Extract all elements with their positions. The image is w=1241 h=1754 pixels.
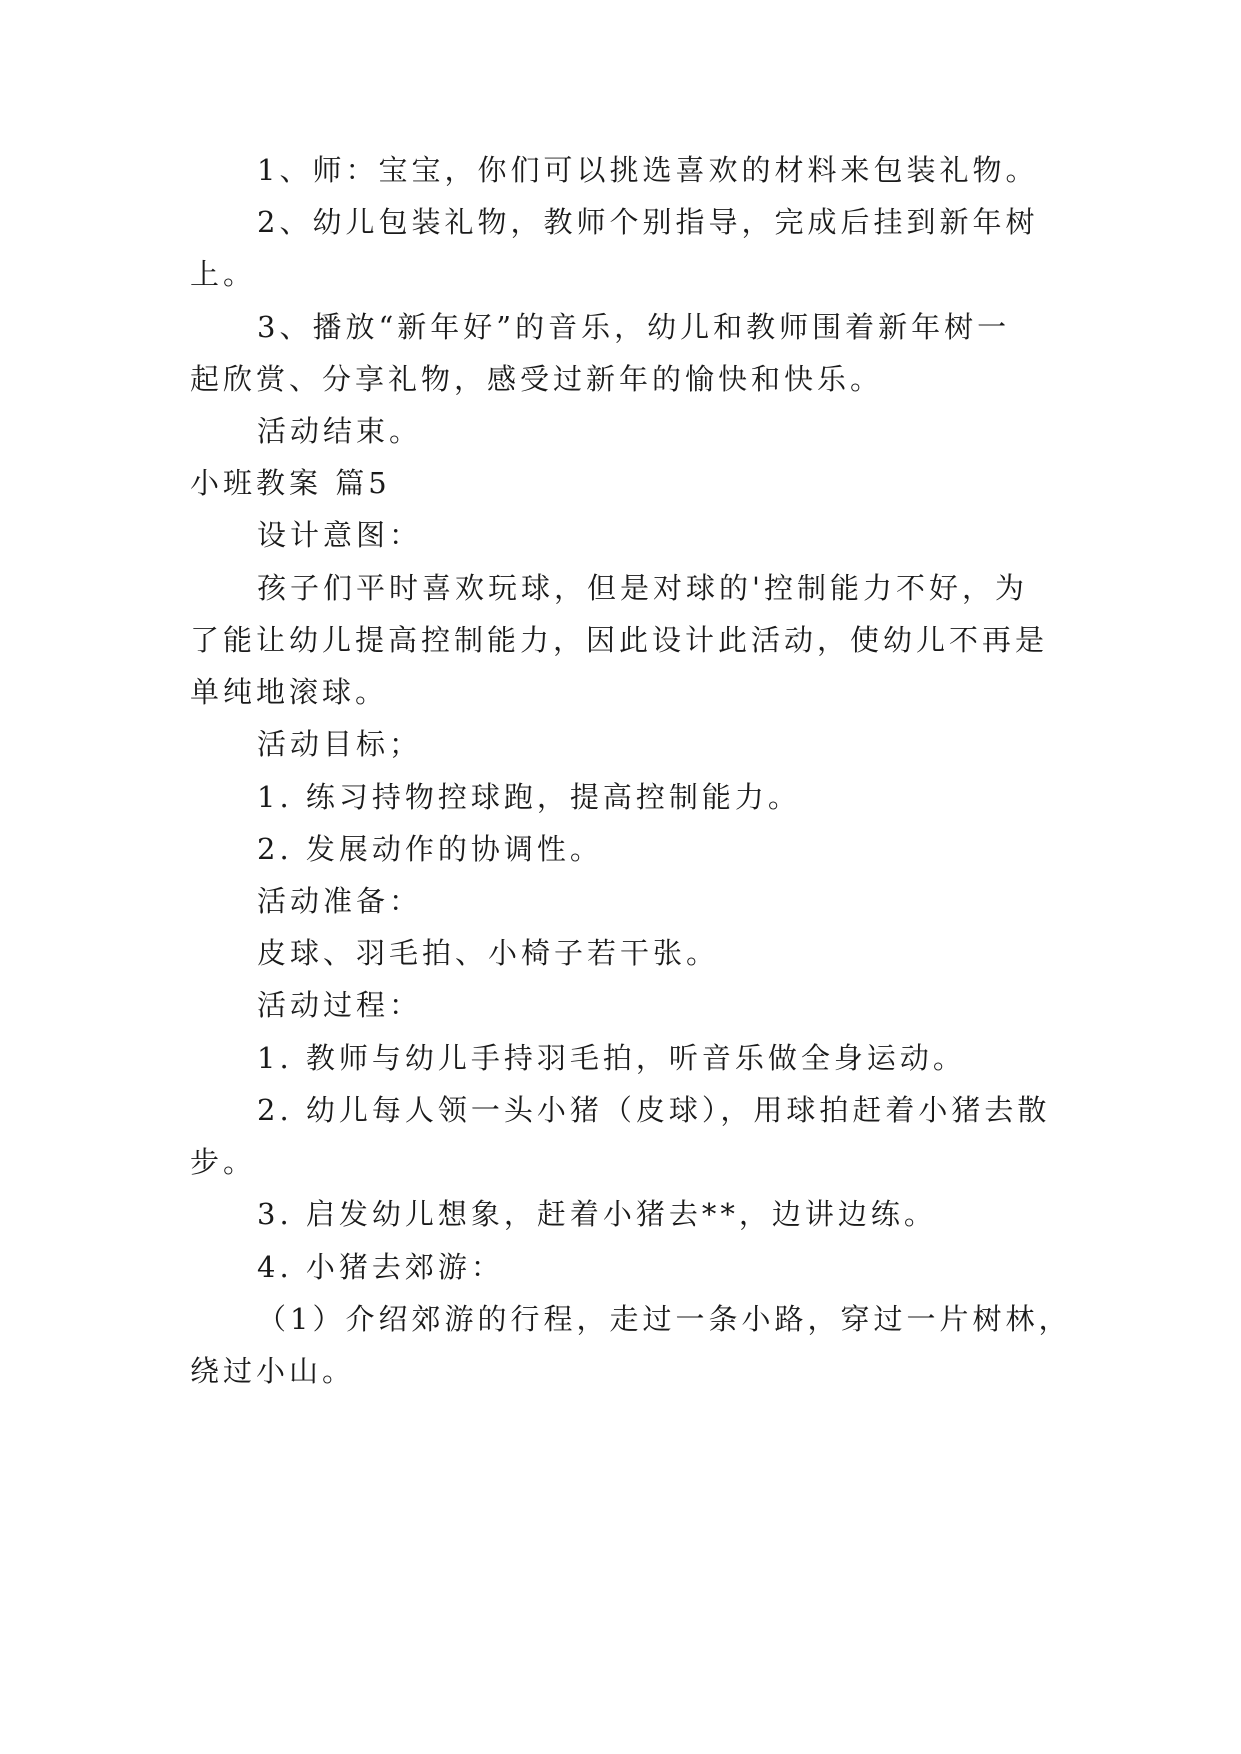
paragraph-line: （1）介绍郊游的行程，走过一条小路，穿过一片树林，: [257, 1302, 1072, 1336]
paragraph-line: 2. 幼儿每人领一头小猪（皮球），用球拍赶着小猪去散: [257, 1093, 1051, 1127]
paragraph-line: 起欣赏、分享礼物，感受过新年的愉快和快乐。: [190, 362, 884, 396]
paragraph-line: 单纯地滚球。: [190, 675, 389, 709]
paragraph-line: 1. 练习持物控球跑，提高控制能力。: [257, 780, 801, 814]
paragraph-line: 1. 教师与幼儿手持羽毛拍，听音乐做全身运动。: [257, 1041, 966, 1075]
paragraph-line: 1、师：宝宝，你们可以挑选喜欢的材料来包装礼物。: [257, 153, 1039, 187]
paragraph-line: 步。: [190, 1145, 257, 1179]
paragraph-line: 孩子们平时喜欢玩球，但是对球的'控制能力不好，为: [257, 571, 1028, 605]
paragraph-line: 3、播放“新年好”的音乐，幼儿和教师围着新年树一: [257, 310, 1011, 344]
paragraph-line: 活动准备：: [257, 884, 423, 918]
paragraph-line: 活动过程：: [257, 988, 423, 1022]
paragraph-line: 绕过小山。: [190, 1354, 356, 1388]
paragraph-line: 3. 启发幼儿想象，赶着小猪去**，边讲边练。: [257, 1197, 937, 1231]
paragraph-line: 2. 发展动作的协调性。: [257, 832, 603, 866]
section-heading: 小班教案 篇5: [190, 466, 391, 500]
paragraph-line: 2、幼儿包装礼物，教师个别指导，完成后挂到新年树: [257, 205, 1039, 239]
paragraph-line: 活动目标；: [257, 727, 423, 761]
paragraph-line: 活动结束。: [257, 414, 423, 448]
paragraph-line: 4. 小猪去郊游：: [257, 1250, 504, 1284]
paragraph-line: 设计意图：: [257, 518, 423, 552]
paragraph-line: 了能让幼儿提高控制能力，因此设计此活动，使幼儿不再是: [190, 623, 1049, 657]
paragraph-line: 皮球、羽毛拍、小椅子若干张。: [257, 936, 720, 970]
paragraph-line: 上。: [190, 257, 257, 291]
